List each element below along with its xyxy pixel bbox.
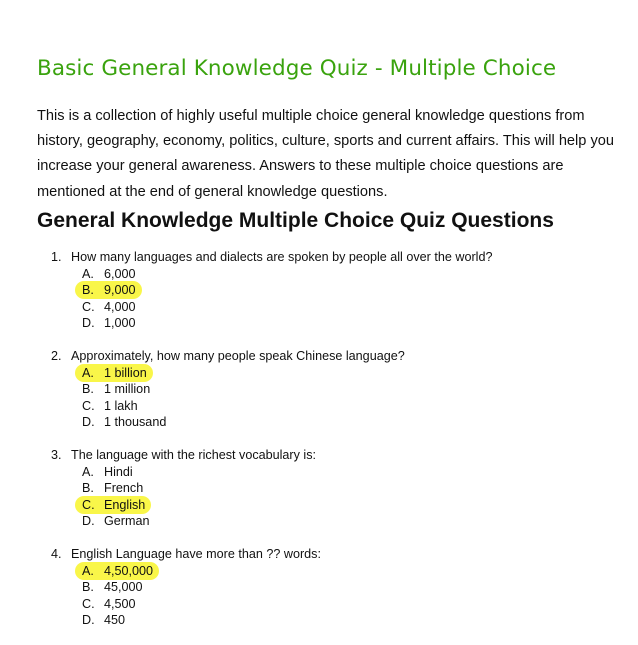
- option-letter: B.: [82, 580, 94, 594]
- question-line: [0, 249, 638, 266]
- question-number: 4.: [51, 547, 62, 561]
- option-letter: D.: [82, 514, 95, 528]
- answer-options: [0, 365, 638, 431]
- option-letter: A.: [82, 365, 94, 380]
- answer-option: [0, 398, 638, 415]
- question-number: 3.: [51, 448, 62, 462]
- question-line: [0, 348, 638, 365]
- option-text: 1,000: [104, 316, 136, 330]
- question-list: [0, 249, 638, 645]
- option-text: 1 million: [104, 382, 151, 396]
- option-text: 6,000: [104, 266, 136, 281]
- option-text: German: [104, 514, 150, 528]
- question-number: 1.: [51, 250, 62, 264]
- option-letter: D.: [82, 613, 95, 627]
- option-text: French: [104, 481, 144, 495]
- answer-option: [0, 266, 638, 283]
- question-item: [0, 348, 638, 431]
- option-letter: A.: [82, 464, 94, 479]
- answer-option: [0, 464, 638, 481]
- question-text: Approximately, how many people speak Chinese language?: [71, 349, 405, 363]
- option-letter: D.: [82, 415, 95, 429]
- answer-options: [0, 563, 638, 629]
- section-heading: General Knowledge Multiple Choice Quiz Questions: [37, 209, 554, 232]
- option-text: Hindi: [104, 464, 133, 479]
- answer-option: [0, 480, 638, 497]
- question-item: [0, 249, 638, 332]
- intro-paragraph: This is a collection of highly useful multiple choice general knowledge questions from history, geography, economy, politics, culture, sports and current affairs. This will help you increase your general awareness. Answers to these multiple choice questions are mentioned at the end of general knowledge questions.: [37, 108, 614, 200]
- question-text: How many languages and dialects are spoken by people all over the world?: [71, 250, 493, 264]
- answer-option: [0, 579, 638, 596]
- option-text: 45,000: [104, 580, 143, 594]
- answer-options: [0, 266, 638, 332]
- option-text: 1 billion: [104, 365, 147, 380]
- option-text: 1 thousand: [104, 415, 167, 429]
- question-item: [0, 546, 638, 629]
- question-line: [0, 546, 638, 563]
- option-text: 4,500: [104, 596, 136, 611]
- answer-option: [0, 612, 638, 629]
- option-text: 4,50,000: [104, 563, 154, 578]
- answer-option: [0, 414, 638, 431]
- question-line: [0, 447, 638, 464]
- answer-options: [0, 464, 638, 530]
- option-text: English: [104, 497, 146, 512]
- answer-option-highlighted: [0, 282, 638, 299]
- answer-option: [0, 315, 638, 332]
- question-item: [0, 447, 638, 530]
- option-letter: B.: [82, 283, 94, 297]
- option-letter: C.: [82, 299, 95, 314]
- answer-option: [0, 596, 638, 613]
- question-text: The language with the richest vocabulary is:: [71, 448, 317, 462]
- option-letter: C.: [82, 398, 95, 413]
- option-letter: C.: [82, 596, 95, 611]
- option-text: 1 lakh: [104, 398, 138, 413]
- option-letter: A.: [82, 563, 94, 578]
- answer-option-highlighted: [0, 497, 638, 514]
- question-text: English Language have more than ?? words:: [71, 547, 321, 561]
- answer-option: [0, 513, 638, 530]
- option-letter: B.: [82, 382, 94, 396]
- option-letter: C.: [82, 497, 95, 512]
- answer-option: [0, 299, 638, 316]
- question-number: 2.: [51, 349, 62, 363]
- answer-option-highlighted: [0, 365, 638, 382]
- option-letter: D.: [82, 316, 95, 330]
- document-title: Basic General Knowledge Quiz - Multiple Choice: [37, 56, 557, 81]
- answer-option: [0, 381, 638, 398]
- option-text: 9,000: [104, 283, 136, 297]
- answer-option-highlighted: [0, 563, 638, 580]
- option-letter: B.: [82, 481, 94, 495]
- option-text: 450: [104, 613, 126, 627]
- option-letter: A.: [82, 266, 94, 281]
- option-text: 4,000: [104, 299, 136, 314]
